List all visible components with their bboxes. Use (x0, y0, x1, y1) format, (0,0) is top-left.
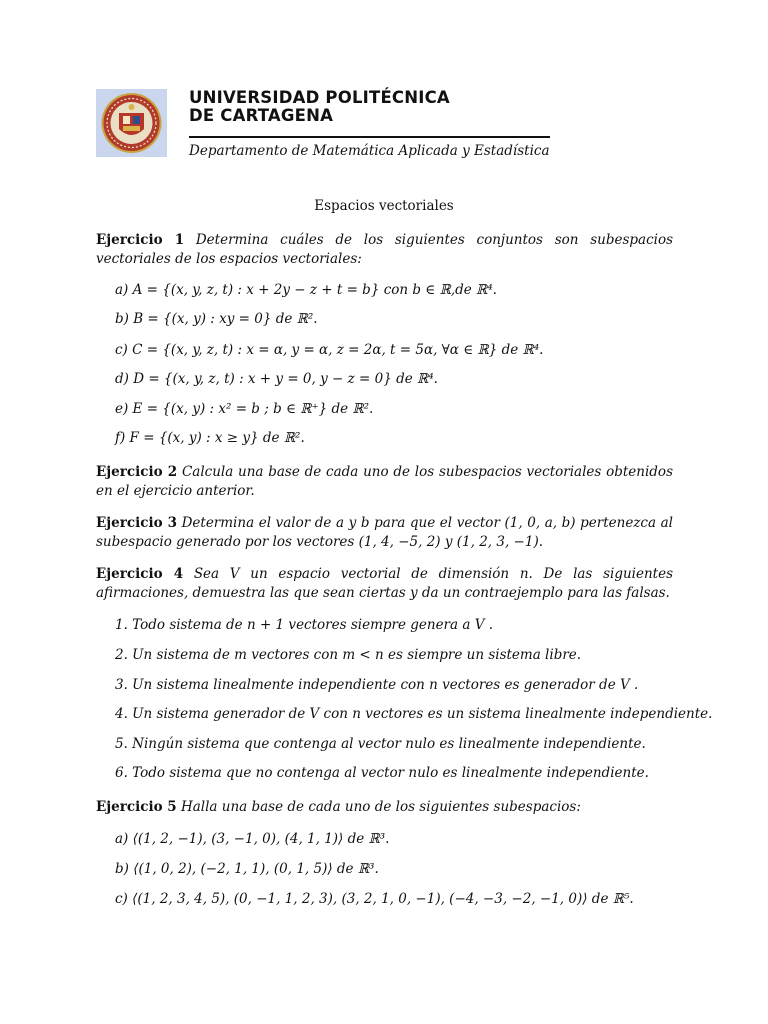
exercise-4-item-1: 1. Todo sistema de n + 1 vectores siempre genera a V . (115, 617, 494, 633)
exercise-5-label: Ejercicio 5 (96, 799, 177, 815)
exercise-4-item-6: 6. Todo sistema que no contenga al vector nulo es linealmente independiente. (115, 765, 649, 781)
exercise-2-label: Ejercicio 2 (96, 464, 178, 480)
exercise-5 (96, 798, 673, 817)
exercise-2-text: Calcula una base de cada uno de los subespacios vectoriales obtenidos en el ejercicio anterior. (96, 464, 673, 499)
header-rule (189, 136, 550, 138)
exercise-5-item-c: c) ⟨(1, 2, 3, 4, 5), (0, −1, 1, 2, 3), (3, 2, 1, 0, −1), (−4, −3, −2, −1, 0)⟩ de ℝ⁵. (115, 891, 634, 907)
exercise-4-label: Ejercicio 4 (96, 566, 184, 582)
exercise-1-item-d: d) D = {(x, y, z, t) : x + y = 0, y − z = 0} de ℝ⁴. (115, 371, 438, 387)
exercise-2 (96, 463, 673, 501)
exercise-4-item-3: 3. Un sistema linealmente independiente con n vectores es generador de V . (115, 677, 639, 693)
exercise-1-item-e: e) E = {(x, y) : x² = b ; b ∈ ℝ⁺} de ℝ². (115, 401, 374, 417)
exercise-1-item-b: b) B = {(x, y) : xy = 0} de ℝ². (115, 311, 318, 327)
university-seal-logo (96, 89, 167, 157)
exercise-4-item-5: 5. Ningún sistema que contenga al vector nulo es linealmente independiente. (115, 736, 646, 752)
exercise-3-text: Determina el valor de a y b para que el vector (1, 0, a, b) pertenezca al subespacio generado por los vectores (1, 4, −5, 2) y (1, 2, 3, −1). (96, 515, 673, 550)
exercise-3 (96, 514, 673, 552)
university-name (189, 89, 450, 125)
exercise-1-text: Determina cuáles de los siguientes conjuntos son subespacios vectoriales de los espacios vectoriales: (96, 232, 674, 267)
exercise-3-label: Ejercicio 3 (96, 515, 177, 531)
university-name-line1: UNIVERSIDAD POLITÉCNICA (189, 88, 450, 107)
exercise-4-item-2: 2. Un sistema de m vectores con m < n es siempre un sistema libre. (115, 647, 582, 663)
exercise-4 (96, 565, 673, 603)
document-title: Espacios vectoriales (314, 198, 454, 214)
exercise-5-item-a: a) ⟨(1, 2, −1), (3, −1, 0), (4, 1, 1)⟩ de ℝ³. (115, 831, 390, 847)
university-name-line2: DE CARTAGENA (189, 106, 334, 125)
exercise-1-label: Ejercicio 1 (96, 232, 185, 248)
exercise-4-text: Sea V un espacio vectorial de dimensión n. De las siguientes afirmaciones, demuestra las que sean ciertas y da un contraejemplo para las falsas. (96, 566, 673, 601)
exercise-4-item-4: 4. Un sistema generador de V con n vectores es un sistema linealmente independiente. (115, 706, 713, 722)
exercise-5-text: Halla una base de cada uno de los siguientes subespacios: (180, 799, 581, 815)
department-name: Departamento de Matemática Aplicada y Estadística (189, 143, 550, 159)
exercise-1-item-f: f) F = {(x, y) : x ≥ y} de ℝ². (115, 430, 305, 446)
exercise-5-item-b: b) ⟨(1, 0, 2), (−2, 1, 1), (0, 1, 5)⟩ de ℝ³. (115, 861, 379, 877)
exercise-1-item-c: c) C = {(x, y, z, t) : x = α, y = α, z = 2α, t = 5α, ∀α ∈ ℝ} de ℝ⁴. (115, 342, 544, 358)
exercise-1-item-a: a) A = {(x, y, z, t) : x + 2y − z + t = b} con b ∈ ℝ,de ℝ⁴. (115, 282, 497, 298)
exercise-1 (96, 231, 673, 269)
